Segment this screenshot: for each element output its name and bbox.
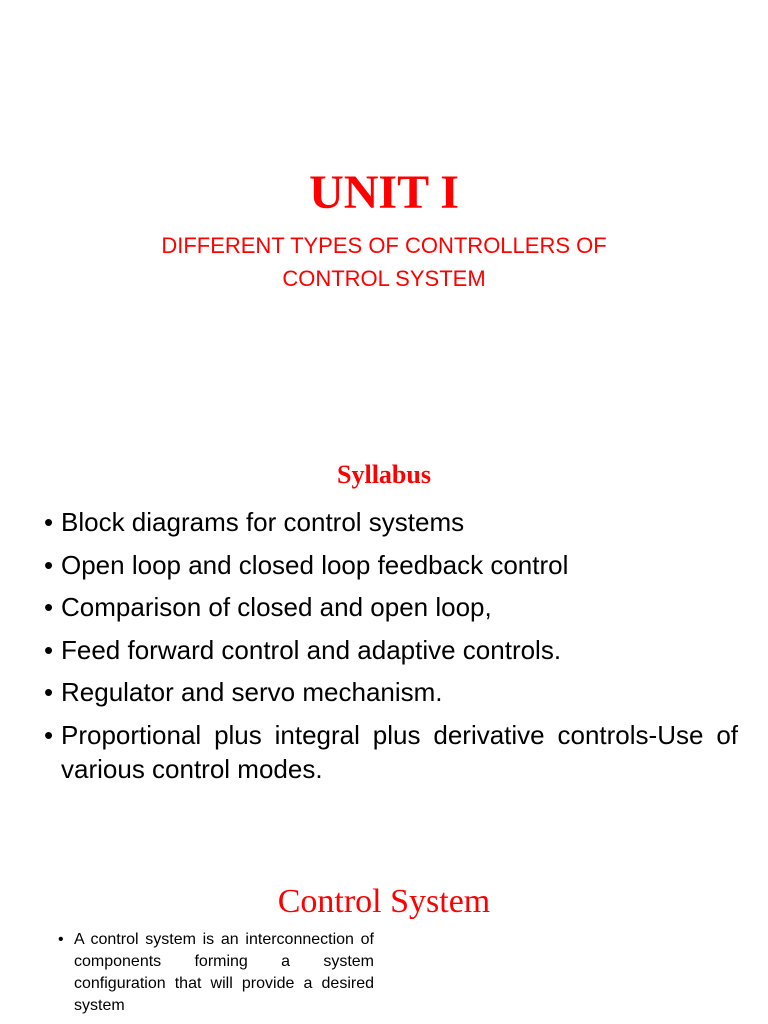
unit-title: UNIT I (309, 166, 459, 219)
syllabus-item: • Regulator and servo mechanism. (44, 675, 738, 709)
slide-control-system (0, 835, 768, 1024)
syllabus-item: • Block diagrams for control systems (44, 505, 738, 539)
syllabus-heading: Syllabus (337, 460, 431, 489)
control-system-heading: Control System (277, 883, 491, 920)
syllabus-item: • Feed forward control and adaptive controls. (44, 633, 738, 667)
slide-title (0, 0, 768, 440)
unit-subtitle: DIFFERENT TYPES OF CONTROLLERS OF CONTROL SYSTEM (161, 233, 607, 291)
slide-syllabus (0, 440, 768, 835)
syllabus-item: • Proportional plus integral plus derivative controls-Use of various control modes. (44, 718, 738, 786)
syllabus-item: • Comparison of closed and open loop, (44, 590, 738, 624)
control-system-definition (58, 929, 374, 1017)
bullet-icon: • (58, 931, 64, 948)
syllabus-list (44, 505, 738, 794)
control-system-definition-text: A control system is an interconnection of components forming a system configuration that will provide a desired system (74, 931, 374, 1014)
syllabus-item: • Open loop and closed loop feedback control (44, 548, 738, 582)
